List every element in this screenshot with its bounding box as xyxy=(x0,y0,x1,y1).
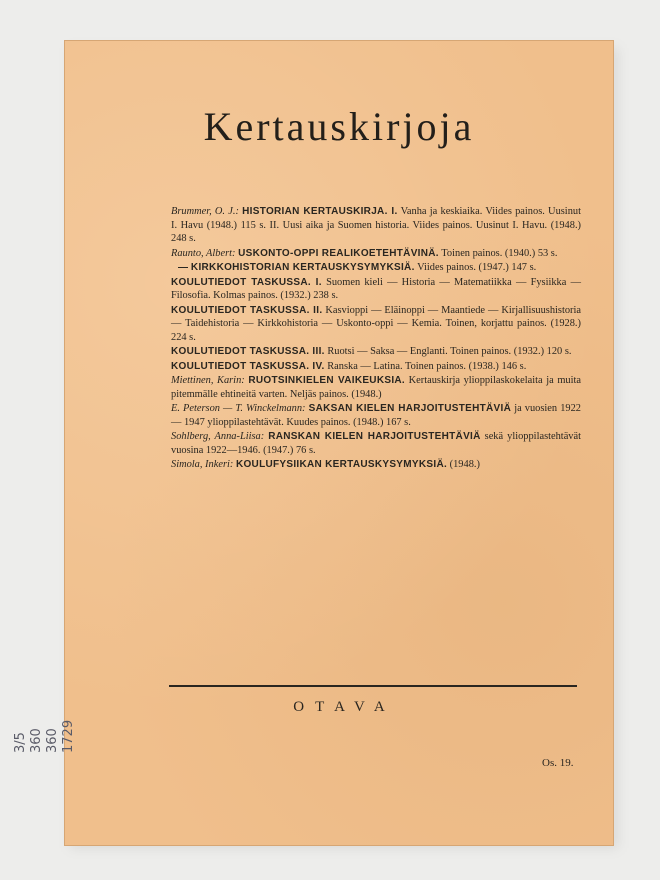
pencil-note xyxy=(13,683,113,753)
pencil-line: 360 xyxy=(29,728,44,753)
entry-title: SAKSAN KIELEN HARJOITUSTEHTÄVIÄ xyxy=(308,403,512,414)
entry-title: USKONTO-OPPI REALIKOETEHTÄVINÄ. xyxy=(238,247,439,259)
entry-title: RUOTSINKIELEN VAIKEUKSIA. xyxy=(248,375,406,386)
entry-text: sekä ylioppilastehtävät vuosina 1922—1946. (1947.) 76 s. xyxy=(171,431,581,456)
list-item xyxy=(171,276,581,303)
divider xyxy=(169,685,577,687)
entry-author: Sohlberg, Anna-Liisa: xyxy=(171,431,265,442)
catalog-code: Os. 19. xyxy=(542,757,574,769)
entry-text: Viides painos. (1947.) 147 s. xyxy=(417,262,537,273)
entry-text: Ruotsi — Saksa — Englanti. Toinen painos. (1932.) 120 s. xyxy=(327,346,572,357)
book-cover xyxy=(64,40,614,846)
pencil-line: 1729 xyxy=(61,719,76,753)
entry-text: Ranska — Latina. Toinen painos. (1938.) 146 s. xyxy=(327,360,527,372)
entry-title: HISTORIAN KERTAUSKIRJA. I. xyxy=(242,206,398,217)
entry-text: Toinen painos. (1940.) 53 s. xyxy=(441,247,558,259)
entry-title: KOULUTIEDOT TASKUSSA. II. xyxy=(171,304,323,316)
entry-text: Vanha ja keskiaika. Viides painos. Uusinut I. Havu (1948.) 115 s. II. Uusi aika ja Suomen historia. Viides painos. Uusinut I. Havu. (1948.) 248 s. xyxy=(171,206,581,244)
entry-title: KIRKKOHISTORIAN KERTAUSKYSYMYKSIÄ. xyxy=(190,262,415,273)
book-list xyxy=(171,205,581,473)
cover-title: Kertauskirjoja xyxy=(203,104,475,149)
list-item xyxy=(171,205,581,246)
list-item xyxy=(171,304,581,345)
entry-title: KOULUTIEDOT TASKUSSA. IV. xyxy=(171,360,325,372)
pencil-line: 360 xyxy=(45,728,60,753)
entry-author: E. Peterson — T. Winckelmann: xyxy=(171,403,306,414)
entry-title: RANSKAN KIELEN HARJOITUSTEHTÄVIÄ xyxy=(268,431,481,442)
list-item xyxy=(171,430,581,457)
entry-author: Raunto, Albert: xyxy=(171,247,236,259)
entry-title: KOULUTIEDOT TASKUSSA. III. xyxy=(171,346,325,357)
publisher-name: OTAVA xyxy=(293,699,396,715)
entry-author: Simola, Inkeri: xyxy=(171,459,234,470)
list-item xyxy=(171,360,581,374)
list-item xyxy=(171,261,581,275)
entry-author: Brummer, O. J.: xyxy=(171,206,239,217)
entry-text: Kasvioppi — Eläinoppi — Maantiede — Kirjallisuushistoria — Taidehistoria — Kirkkohistoria — Uskonto-oppi — Kemia. Toinen, korjattu painos. (1928.) 224 s. xyxy=(171,304,581,343)
list-item xyxy=(171,345,581,359)
list-item xyxy=(171,374,581,401)
list-item xyxy=(171,402,581,429)
list-item xyxy=(171,247,581,261)
pencil-line: 3/5 xyxy=(13,732,28,753)
entry-dash: — xyxy=(178,262,189,273)
entry-author: Miettinen, Karin: xyxy=(171,375,245,386)
list-item xyxy=(171,458,581,472)
entry-text: Suomen kieli — Historia — Matematiikka — Fysiikka — Filosofia. Kolmas painos. (1932.) 238 s. xyxy=(171,276,581,301)
entry-text: (1948.) xyxy=(449,459,480,470)
entry-title: KOULUTIEDOT TASKUSSA. I. xyxy=(171,276,322,288)
entry-text: ja vuosien 1922 — 1947 ylioppilastehtävät. Kuudes painos. (1948.) 167 s. xyxy=(171,403,581,428)
entry-text: Kertauskirja ylioppilaskokelaita ja muita pitemmälle ehtineitä varten. Neljäs painos. (1948.) xyxy=(171,375,581,400)
entry-title: KOULUFYSIIKAN KERTAUSKYSYMYKSIÄ. xyxy=(235,459,448,470)
